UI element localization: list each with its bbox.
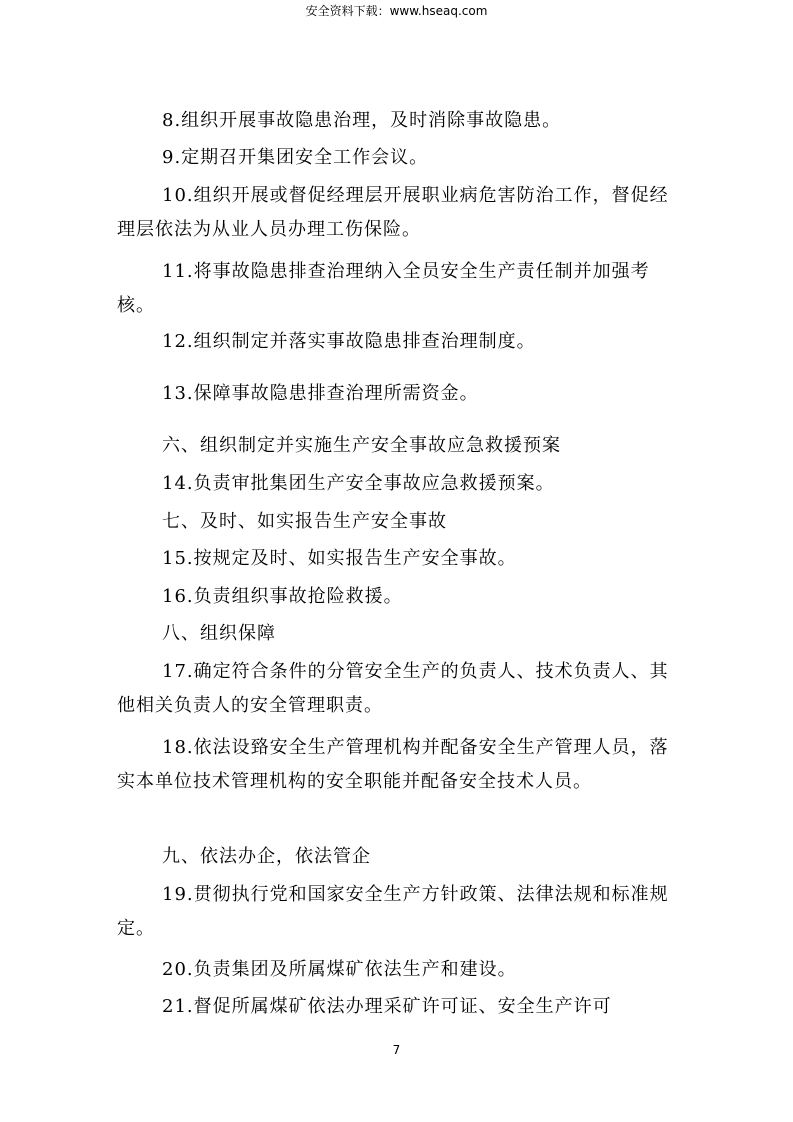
- section-heading-9: 九、依法办企，依法管企: [162, 846, 371, 867]
- section-heading-6: 六、组织制定并实施生产安全事故应急救援预案: [162, 435, 561, 456]
- paragraph-item-12: 12.组织制定并落实事故隐患排查治理制度。: [162, 331, 536, 352]
- paragraph-item-19: 19.贯彻执行党和国家安全生产方针政策、法律法规和标准规定。: [117, 884, 669, 939]
- paragraph-item-8: 8.组织开展事故隐患治理，及时消除事故隐患。: [162, 110, 562, 131]
- paragraph-item-18: 18.依法设臵安全生产管理机构并配备安全生产管理人员，落实本单位技术管理机构的安全职能并配备安全技术人员。: [117, 737, 669, 792]
- page-header: 安全资料下载：www.hseaq.com: [305, 4, 488, 18]
- section-heading-7: 七、及时、如实报告生产安全事故: [162, 511, 447, 532]
- paragraph-item-10: 10.组织开展或督促经理层开展职业病危害防治工作，督促经理层依法为从业人员办理工伤保险。: [117, 185, 669, 240]
- paragraph-item-9: 9.定期召开集团安全工作会议。: [162, 147, 429, 168]
- paragraph-item-21: 21.督促所属煤矿依法办理采矿许可证、安全生产许可: [162, 996, 612, 1017]
- paragraph-item-11: 11.将事故隐患排查治理纳入全员安全生产责任制并加强考核。: [117, 261, 650, 316]
- paragraph-item-20: 20.负责集团及所属煤矿依法生产和建设。: [162, 959, 517, 980]
- page-number: 7: [392, 1043, 401, 1057]
- paragraph-item-17: 17.确定符合条件的分管安全生产的负责人、技术负责人、其他相关负责人的安全管理职责。: [117, 661, 669, 716]
- paragraph-item-13: 13.保障事故隐患排查治理所需资金。: [162, 383, 479, 404]
- paragraph-item-14: 14.负责审批集团生产安全事故应急救援预案。: [162, 473, 555, 494]
- paragraph-item-16: 16.负责组织事故抢险救援。: [162, 586, 403, 607]
- paragraph-item-15: 15.按规定及时、如实报告生产安全事故。: [162, 548, 517, 569]
- section-heading-8: 八、组织保障: [162, 623, 276, 644]
